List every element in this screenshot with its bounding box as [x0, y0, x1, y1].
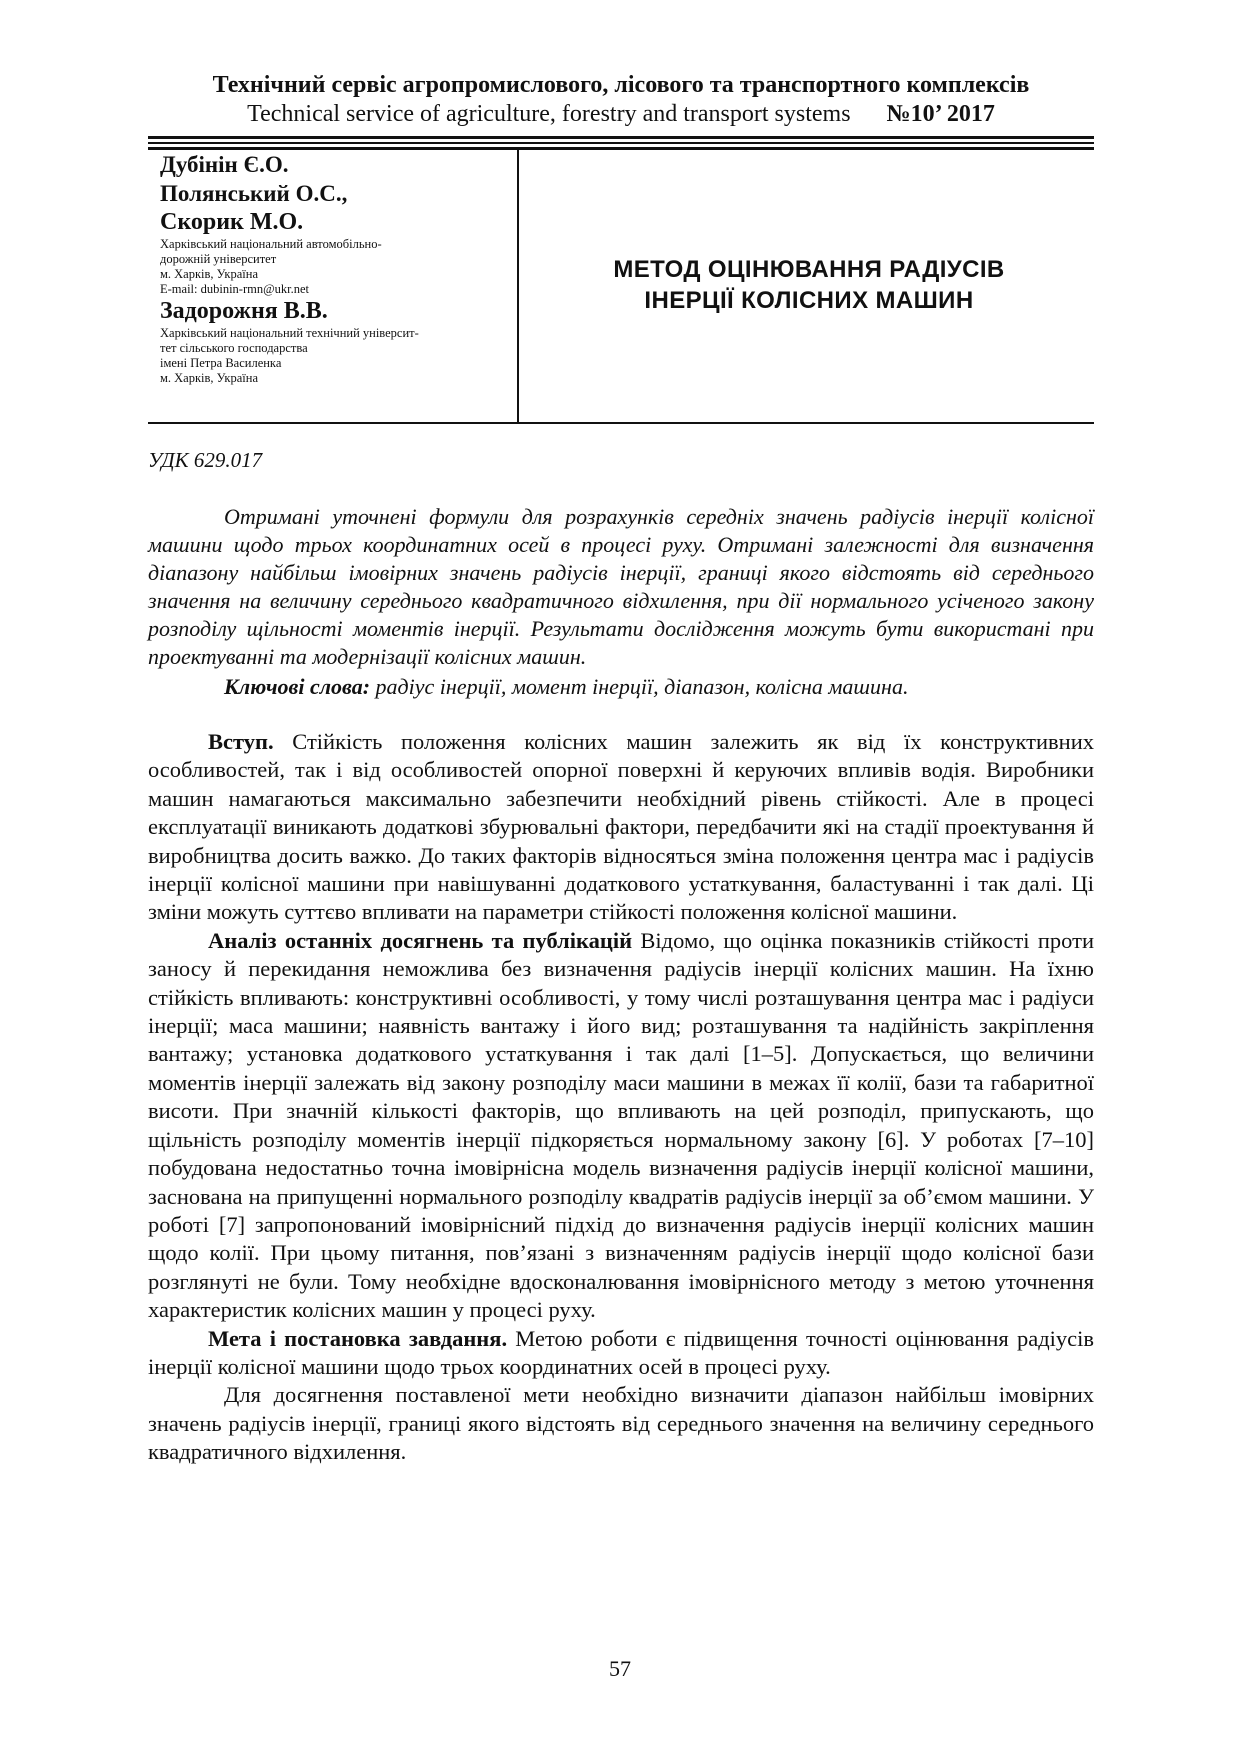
journal-header — [148, 70, 1094, 128]
abstract: Отримані уточнені формули для розрахунків середніх значень радіусів інерції колісної машини щодо трьох координатних осей в процесі руху. Отримані залежності для визначення діапазону найбільш імовірних значень радіусів інерції, границі якого відстоять від середнього значення на величину середнього квадратичного відхилення, при дії нормального усіченого закону розподілу щільності моментів інерції. Результати дослідження можуть бути використані при проектуванні та модернізації колісних машин. — [148, 504, 1094, 669]
journal-title-en-line — [148, 100, 1094, 128]
article-title-line: ІНЕРЦІЇ КОЛІСНИХ МАШИН — [644, 287, 974, 314]
journal-issue: №10’ 2017 — [886, 101, 995, 127]
section-paragraph — [148, 1381, 1094, 1466]
journal-title-ua: Технічний сервіс агропромислового, лісового та транспортного комплексів — [212, 72, 1030, 98]
author-name: Полянський О.С., — [160, 181, 348, 206]
article-body — [148, 728, 1094, 1467]
section-text: Метою роботи є підвищення точності оцінювання радіусів інерції колісної машини щодо трьох координатних осей в процесі руху. — [148, 1325, 1095, 1379]
section-heading: Мета і постановка завдання. — [208, 1325, 508, 1351]
affiliation-line: м. Харків, Україна — [160, 267, 259, 281]
affiliation-line: тет сільського господарства — [160, 341, 308, 355]
affiliation-line: дорожній університет — [160, 252, 277, 266]
affiliation-line: Харківський національний технічний університ- — [160, 326, 419, 340]
affiliation-line: м. Харків, Україна — [160, 371, 259, 385]
column-divider — [517, 150, 519, 422]
section-text: Відомо, що оцінка показників стійкості проти заносу й перекидання неможлива без визначення радіусів інерції колісних машин. На їхню стійкість впливають: конструктивні особливості, у тому числі розташування центра мас і радіуси інерції; маса машини; наявність вантажу і його вид; розташування та надійність закріплення вантажу; установка додаткового устаткування і так далі [1–5]. Допускається, що величини моментів інерції залежать від закону розподілу маси машини в межах її колії, бази та габаритної висоти. При значній кількості факторів, що впливають на цей розподіл, припускають, що щільність розподілу моментів інерції підкоряється нормальному закону [6]. У роботах [7–10] побудована недостатньо точна імовірнісна модель визначення радіусів інерції колісної машини, заснована на припущенні нормального розподілу квадратів радіусів інерції за об’ємом машини. У роботі [7] запропонований імовірнісний підхід до визначення радіусів інерції колісних машин щодо колії. При цьому питання, пов’язані з визначенням радіусів інерції щодо колісної бази розглянуті не були. Тому необхідне вдосконалювання імовірнісного методу з метою уточнення характеристик колісних машин у процесі руху. — [148, 927, 1094, 1323]
udk-code: УДК 629.017 — [148, 448, 263, 472]
journal-title-en: Technical service of agriculture, forestry and transport systems — [247, 101, 851, 127]
keywords-text: радіус інерції, момент інерції, діапазон, колісна машина. — [375, 674, 909, 699]
author-affiliation — [160, 237, 510, 297]
section-heading: Аналіз останніх досягнень та публікацій — [208, 927, 633, 953]
affiliation-line: Харківський національний автомобільно- — [160, 237, 382, 251]
author-affiliation — [160, 326, 510, 386]
title-block-rule — [148, 422, 1094, 424]
authors-block — [160, 150, 510, 386]
author-name: Дубінін Є.О. — [160, 152, 289, 177]
section-text: Стійкість положення колісних машин залежить як від їх конструктивних особливостей, так і від особливостей опорної поверхні й керуючих впливів водія. Виробники машин намагаються максимально забезпечити необхідний рівень стійкості. Але в процесі експлуатації виникають додаткові збурювальні фактори, передбачити які на стадії проектування й виробництва досить важко. До таких факторів відносяться зміна положення центра мас і радіусів інерції колісної машини при навішуванні додаткового устаткування, баластуванні і так далі. Ці зміни можуть суттєво впливати на параметри стійкості положення колісної машини. — [148, 729, 1094, 925]
section-paragraph — [148, 728, 1094, 927]
author-email: E-mail: dubinin-rmn@ukr.net — [160, 282, 309, 296]
header-rule-top — [148, 136, 1094, 139]
article-title — [525, 254, 1093, 316]
keywords-label: Ключові слова: — [224, 674, 371, 699]
section-paragraph — [148, 1325, 1094, 1382]
section-text: Для досягнення поставленої мети необхідно визначити діапазон найбільш імовірних значень радіусів інерції, границі якого відстоять від середнього значення на величину середнього квадратичного відхилення. — [148, 1382, 1094, 1465]
page-number: 57 — [609, 1656, 631, 1681]
author-name: Задорожня В.В. — [160, 298, 328, 324]
section-heading: Вступ. — [208, 729, 274, 754]
section-paragraph — [148, 927, 1094, 1325]
article-title-line: МЕТОД ОЦІНЮВАННЯ РАДІУСІВ — [613, 256, 1005, 283]
keywords — [148, 673, 1094, 701]
author-name: Скорик М.О. — [160, 209, 304, 235]
header-rule-middle — [148, 142, 1094, 144]
affiliation-line: імені Петра Василенка — [160, 356, 282, 370]
